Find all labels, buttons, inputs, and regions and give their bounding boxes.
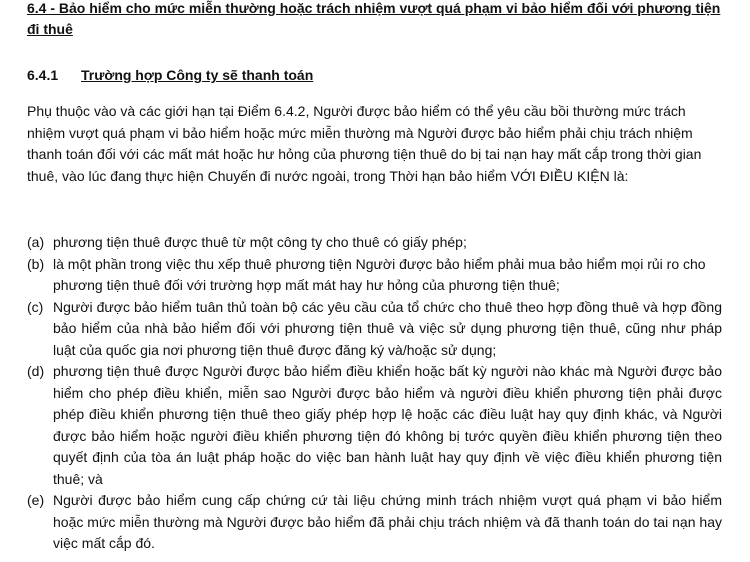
condition-text: Người được bảo hiểm tuân thủ toàn bộ các yêu cầu của tổ chức cho thuê theo hợp đồng thuê và hợp đồng bảo hiểm của nhà bảo hiểm đối với phương tiện thuê và việc sử dụng phương tiện thuê, cũng như pháp luật của quốc gia nơi phương tiện thuê được đăng ký và/hoặc sử dụng; <box>53 298 722 358</box>
condition-text: Người được bảo hiểm cung cấp chứng cứ tài liệu chứng minh trách nhiệm vượt quá phạm vi bảo hiểm hoặc mức miễn thường mà Người được bảo hiểm đã phải chịu trách nhiệm và đã thanh toán do tai nạn hay việc mất cắp đó. <box>53 492 722 551</box>
conditions-list <box>27 232 722 555</box>
condition-label: (b) <box>27 255 45 272</box>
condition-label: (c) <box>27 298 44 315</box>
condition-item-d <box>27 361 722 490</box>
condition-text: phương tiện thuê được thuê từ một công ty cho thuê có giấy phép; <box>53 234 467 250</box>
condition-item-e <box>27 490 722 555</box>
subsection-number: 6.4.1 <box>27 67 59 83</box>
subsection-header <box>27 66 313 84</box>
condition-label: (e) <box>27 492 45 508</box>
condition-item-b <box>27 254 722 297</box>
condition-item-a <box>27 232 722 254</box>
condition-item-c <box>27 297 722 362</box>
subsection-title: Trường hợp Công ty sẽ thanh toán <box>81 67 314 83</box>
condition-text: là một phần trong việc thu xếp thuê phương tiện Người được bảo hiểm phải mua bảo hiểm mọi rủi ro cho phương tiện thuê đối với trường hợp mất mát hay hư hỏng của phương tiện thuê; <box>53 255 706 293</box>
intro-paragraph: Phụ thuộc vào và các giới hạn tại Điểm 6.4.2, Người được bảo hiểm có thể yêu cầu bồi thường mức trách nhiệm vượt quá phạm vi bảo hiểm hoặc mức miễn thường mà Người được bảo hiểm phải chịu trách nhiệm thanh toán đối với các mất mát hoặc hư hỏng của phương tiện thuê do bị tai nạn hay mất cắp trong thời gian thuê, vào lúc đang thực hiện Chuyến đi nước ngoài, trong Thời hạn bảo hiểm VỚI ĐIỀU KIỆN là: <box>27 103 702 184</box>
condition-label: (a) <box>27 234 45 250</box>
condition-label: (d) <box>27 363 45 379</box>
section-heading: 6.4 - Bảo hiểm cho mức miễn thường hoặc trách nhiệm vượt quá phạm vi bảo hiểm đối với phương tiện đi thuê <box>27 0 721 37</box>
condition-text: phương tiện thuê được Người được bảo hiểm điều khiển hoặc bất kỳ người nào khác mà Người được bảo hiểm cho phép điều khiển, miễn sao Người được bảo hiểm và người điều khiển phương tiện phải được phép điều khiển phương tiện thuê theo giấy phép hợp lệ hoặc các điều luật hay quy định khác, và Người được bảo hiểm hoặc người điều khiển phương tiện đó không bị tước quyền điều khiển phương tiện theo quyết định của tòa án luật pháp hoặc do việc ban hành luật hay quy định về việc điều khiển phương tiện thuê; và <box>53 363 722 487</box>
